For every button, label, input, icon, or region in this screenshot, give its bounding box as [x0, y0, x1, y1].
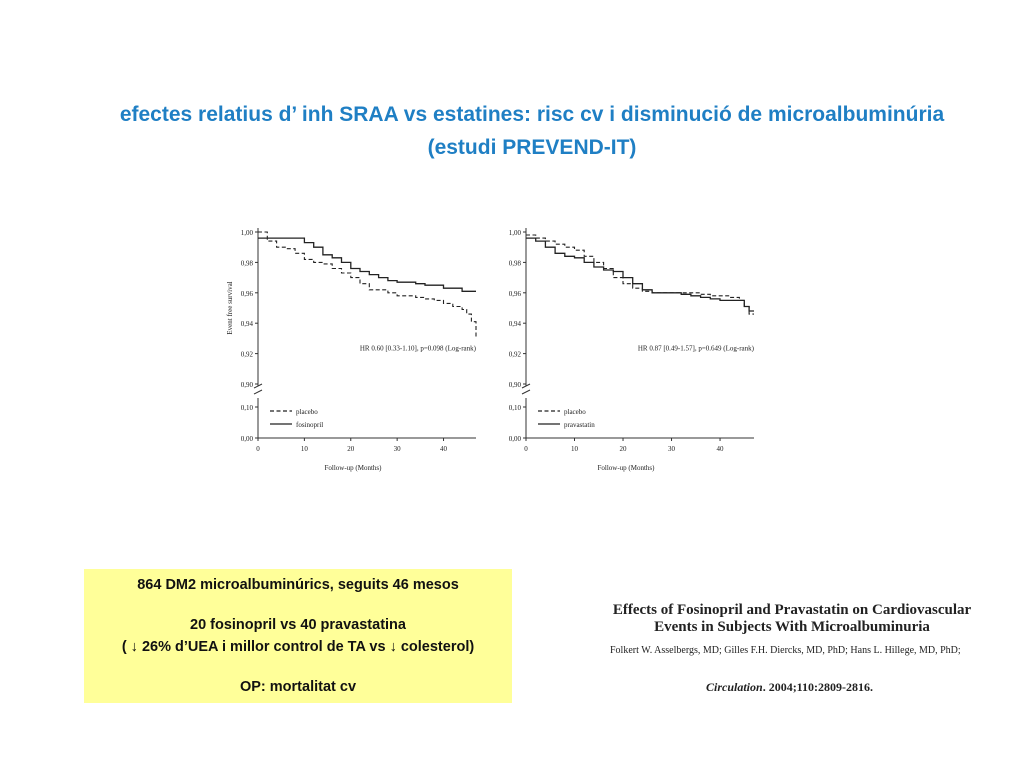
- slide-title-line-1: efectes relatius d’ inh SRAA vs estatines: risc cv i disminució de microalbuminúria: [119, 103, 945, 126]
- slide-title-line-2: (estudi PREVEND-IT): [427, 136, 637, 159]
- series-line-pravastatin: [526, 238, 754, 311]
- x-tick-label: 0: [256, 445, 260, 453]
- y-tick-label: 0,90: [508, 381, 521, 389]
- legend-label-pravastatin: pravastatin: [564, 421, 595, 429]
- km-chart-pravastatin: [490, 218, 762, 486]
- x-tick-label: 10: [571, 445, 579, 453]
- y-tick-label: 1,00: [240, 229, 253, 237]
- series-line-placebo: [258, 232, 476, 337]
- y-tick-label: 0,10: [508, 404, 521, 412]
- x-tick-label: 0: [524, 445, 528, 453]
- reference-journal: Circulation: [706, 680, 763, 694]
- y-tick-label: 0,96: [240, 289, 253, 298]
- info-line-population: 864 DM2 microalbuminúrics, seguits 46 mesos: [137, 577, 459, 593]
- reference-citation-details: . 2004;110:2809-2816.: [762, 680, 874, 694]
- info-line-effects: ( ↓ 26% d’UEA i millor control de TA vs ↓ colesterol): [121, 639, 475, 655]
- y-axis-label: Event free survival: [226, 281, 234, 335]
- y-tick-label: 0,92: [508, 350, 521, 359]
- y-tick-label: 0,94: [240, 320, 253, 329]
- y-tick-label: 0,94: [508, 320, 521, 329]
- y-tick-label: 1,00: [508, 229, 521, 237]
- x-tick-label: 20: [347, 445, 355, 453]
- y-tick-label: 0,98: [240, 259, 253, 268]
- legend-label-placebo: placebo: [296, 408, 318, 416]
- reference-title-line-1: Effects of Fosinopril and Pravastatin on Cardiovascular: [612, 602, 972, 618]
- series-line-fosinopril: [258, 238, 476, 291]
- study-info-box: [84, 569, 512, 703]
- y-tick-label: 0,92: [240, 350, 253, 359]
- reference-title-line-2: Events in Subjects With Microalbuminuria: [654, 619, 930, 635]
- axis-break-mark: [254, 390, 262, 394]
- axis-break-mark: [522, 390, 530, 394]
- km-chart-fosinopril: [222, 218, 484, 486]
- y-tick-label: 0,90: [240, 381, 253, 389]
- y-tick-label: 0,10: [240, 404, 253, 412]
- article-reference: [606, 600, 996, 700]
- x-tick-label: 40: [716, 445, 724, 453]
- x-tick-label: 30: [668, 445, 676, 453]
- legend-label-fosinopril: fosinopril: [296, 421, 324, 429]
- hazard-ratio-annotation: HR 0.60 [0.33-1.10], p=0.098 (Log-rank): [359, 344, 476, 353]
- hazard-ratio-annotation: HR 0.87 [0.49-1.57], p=0.649 (Log-rank): [637, 344, 754, 353]
- x-tick-label: 20: [619, 445, 627, 453]
- series-line-placebo: [526, 235, 754, 314]
- x-axis-label: Follow-up (Months): [324, 464, 382, 472]
- reference-title: [606, 602, 978, 636]
- legend-label-placebo: placebo: [564, 408, 586, 416]
- info-line-treatments: 20 fosinopril vs 40 pravastatina: [190, 617, 406, 633]
- slide-title: [60, 98, 1004, 164]
- y-tick-label: 0,96: [508, 289, 521, 298]
- x-axis-label: Follow-up (Months): [597, 464, 655, 472]
- x-tick-label: 30: [393, 445, 401, 453]
- x-tick-label: 10: [300, 445, 308, 453]
- y-tick-label: 0,98: [508, 259, 521, 268]
- info-line-outcome: OP: mortalitat cv: [239, 679, 357, 695]
- reference-authors: Folkert W. Asselbergs, MD; Gilles F.H. Diercks, MD, PhD; Hans L. Hillege, MD, PhD;: [610, 645, 961, 656]
- y-tick-label: 0,00: [508, 435, 521, 443]
- reference-citation: [706, 680, 873, 695]
- x-tick-label: 40: [440, 445, 448, 453]
- y-tick-label: 0,00: [240, 435, 253, 443]
